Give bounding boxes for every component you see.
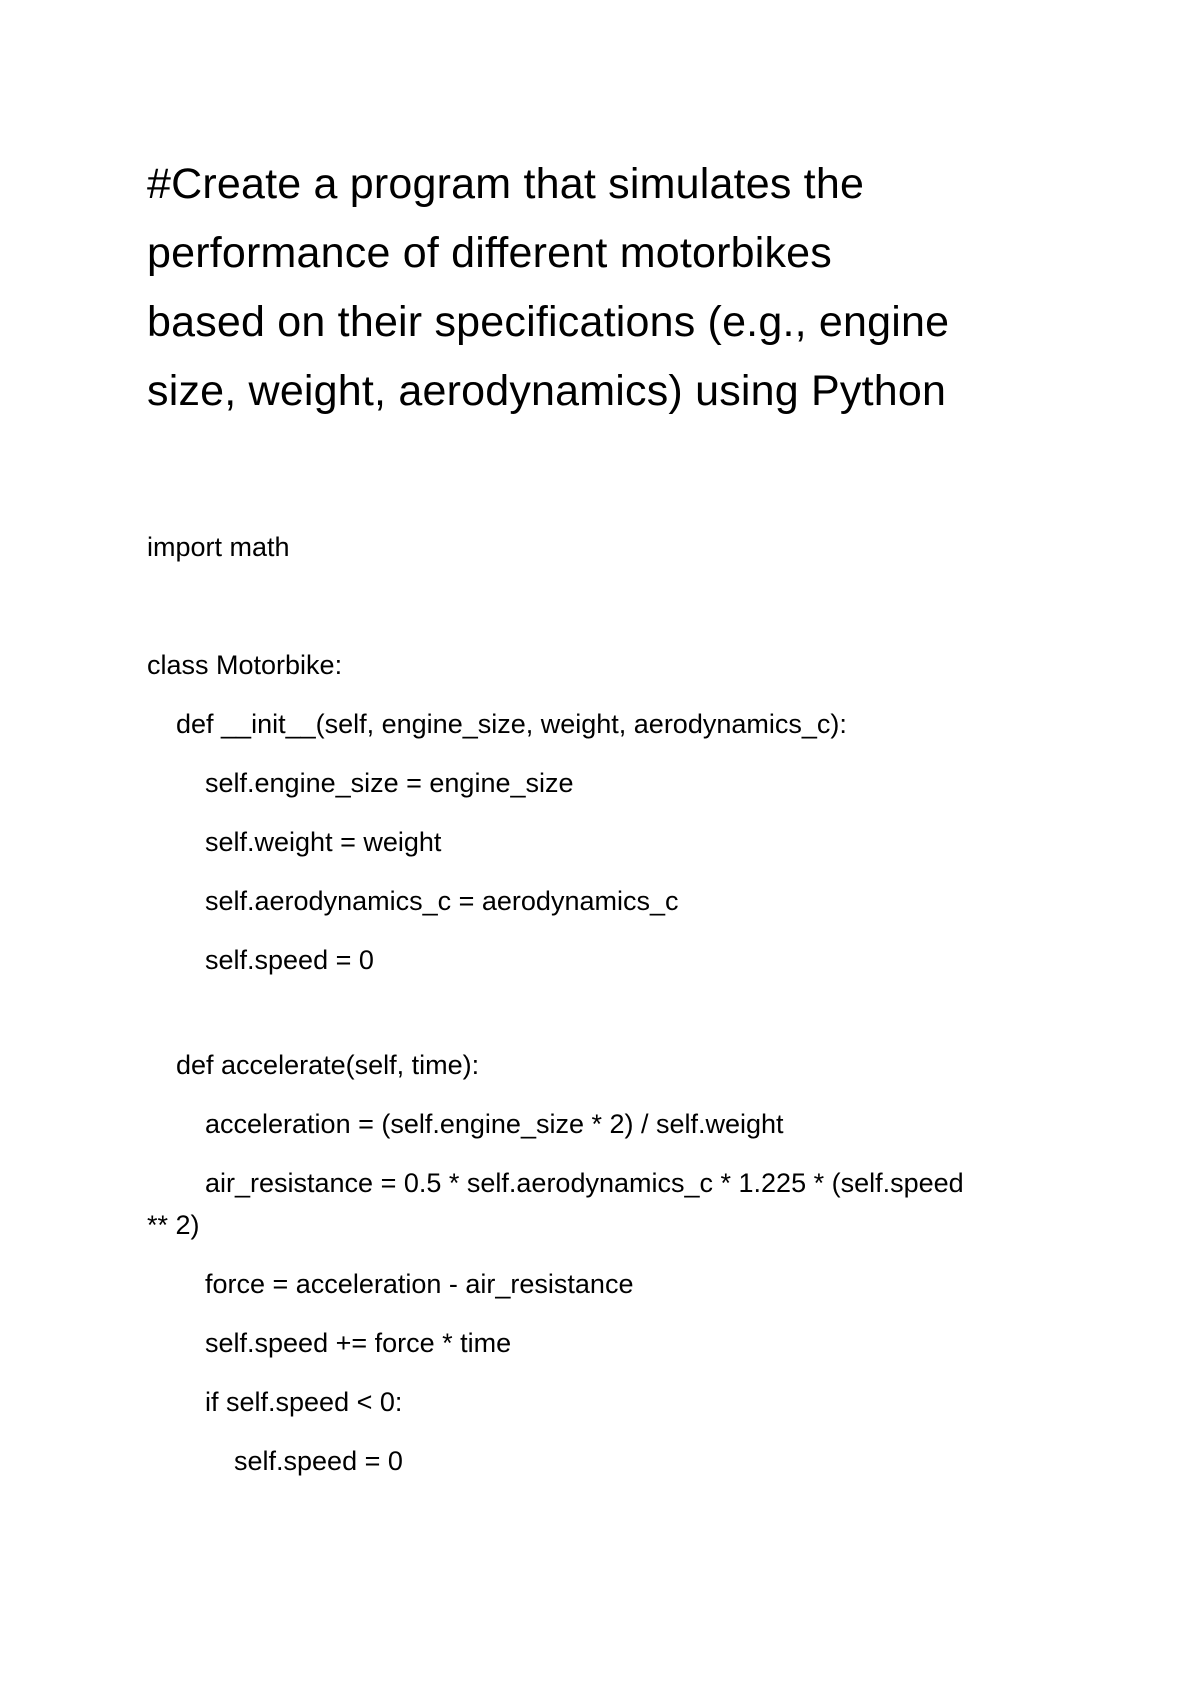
title-line: #Create a program that simulates the — [147, 160, 865, 208]
title-line: size, weight, aerodynamics) using Python — [147, 367, 947, 415]
code-line: self.speed += force * time — [205, 1328, 512, 1358]
code-line: force = acceleration - air_resistance — [205, 1269, 634, 1299]
code-line: self.speed = 0 — [205, 945, 374, 975]
code-line: self.aerodynamics_c = aerodynamics_c — [205, 886, 679, 916]
code-line-wrapped: ** 2) — [147, 1210, 200, 1240]
code-line-class: class Motorbike: — [147, 650, 343, 680]
document-title — [147, 150, 1077, 426]
code-line: if self.speed < 0: — [205, 1387, 403, 1417]
title-line: based on their specifications (e.g., engine — [147, 298, 950, 346]
title-line: performance of different motorbikes — [147, 229, 832, 277]
code-line: self.weight = weight — [205, 827, 442, 857]
code-line: self.speed = 0 — [234, 1446, 403, 1476]
code-line-import: import math — [147, 532, 290, 562]
code-line-def-init: def __init__(self, engine_size, weight, aerodynamics_c): — [176, 709, 847, 739]
code-line: air_resistance = 0.5 * self.aerodynamics_c * 1.225 * (self.speed — [205, 1168, 964, 1198]
code-line: acceleration = (self.engine_size * 2) / self.weight — [205, 1109, 784, 1139]
code-line: self.engine_size = engine_size — [205, 768, 574, 798]
code-line-def-accelerate: def accelerate(self, time): — [176, 1050, 480, 1080]
